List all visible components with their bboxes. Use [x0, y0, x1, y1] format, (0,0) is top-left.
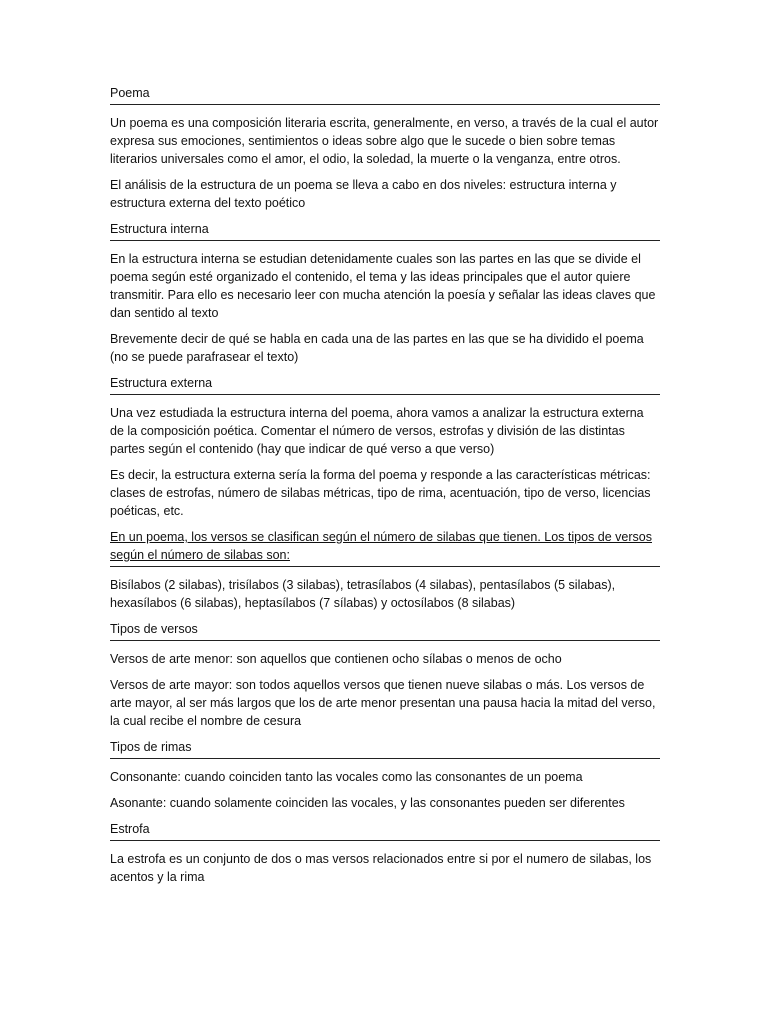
document-page [110, 84, 660, 894]
heading-text: Poema [110, 86, 150, 100]
section-heading-estructura-interna [110, 220, 660, 241]
paragraph: La estrofa es un conjunto de dos o mas versos relacionados entre si por el numero de silabas, los acentos y la rima [110, 852, 652, 884]
section-heading-poema [110, 84, 660, 105]
heading-text: Tipos de rimas [110, 740, 192, 754]
paragraph: Versos de arte mayor: son todos aquellos versos que tienen nueve silabas o más. Los versos de arte mayor, al ser más largos que los de arte menor presentan una pausa hacia la mitad del verso, la cual recibe el nombre de cesura [110, 678, 656, 728]
paragraph: Bisílabos (2 silabas), trisílabos (3 silabas), tetrasílabos (4 silabas), pentasílabos (5 silabas), hexasílabos (6 silabas), heptasílabos (7 sílabas) y octosílabos (8 silabas) [110, 578, 616, 610]
section-heading-estrofa [110, 820, 660, 841]
paragraph: Consonante: cuando coinciden tanto las vocales como las consonantes de un poema [110, 770, 583, 784]
heading-text: Tipos de versos [110, 622, 198, 636]
heading-text: Estructura interna [110, 222, 209, 236]
heading-text: En un poema, los versos se clasifican según el número de silabas que tienen. Los tipos de versos según el número de silabas son: [110, 530, 652, 562]
paragraph: Versos de arte menor: son aquellos que contienen ocho sílabas o menos de ocho [110, 652, 562, 666]
section-heading-tipos-de-rimas [110, 738, 660, 759]
section-heading-clasificacion-versos [110, 528, 660, 567]
section-heading-estructura-externa [110, 374, 660, 395]
paragraph: Es decir, la estructura externa sería la forma del poema y responde a las características métricas: clases de estrofas, número de silabas métricas, tipo de rima, acentuación, tipo de verso, licencias poéticas, etc. [110, 468, 651, 518]
paragraph: Una vez estudiada la estructura interna del poema, ahora vamos a analizar la estructura externa de la composición poética. Comentar el número de versos, estrofas y división de las distintas partes según el contenido (hay que indicar de qué verso a que verso) [110, 406, 644, 456]
paragraph: En la estructura interna se estudian detenidamente cuales son las partes en las que se divide el poema según esté organizado el contenido, el tema y las ideas principales que el autor quiere transmitir. Para ello es necesario leer con mucha atención la poesía y señalar las ideas claves que dan sentido al texto [110, 252, 656, 320]
section-heading-tipos-de-versos [110, 620, 660, 641]
paragraph: El análisis de la estructura de un poema se lleva a cabo en dos niveles: estructura interna y estructura externa del texto poético [110, 178, 617, 210]
paragraph: Un poema es una composición literaria escrita, generalmente, en verso, a través de la cual el autor expresa sus emociones, sentimientos o ideas sobre algo que le sucede o bien sobre temas literarios universales como el amor, el odio, la soledad, la muerte o la venganza, entre otros. [110, 116, 659, 166]
paragraph: Asonante: cuando solamente coinciden las vocales, y las consonantes pueden ser diferentes [110, 796, 625, 810]
paragraph: Brevemente decir de qué se habla en cada una de las partes en las que se ha dividido el poema (no se puede parafrasear el texto) [110, 332, 644, 364]
heading-text: Estrofa [110, 822, 150, 836]
heading-text: Estructura externa [110, 376, 213, 390]
